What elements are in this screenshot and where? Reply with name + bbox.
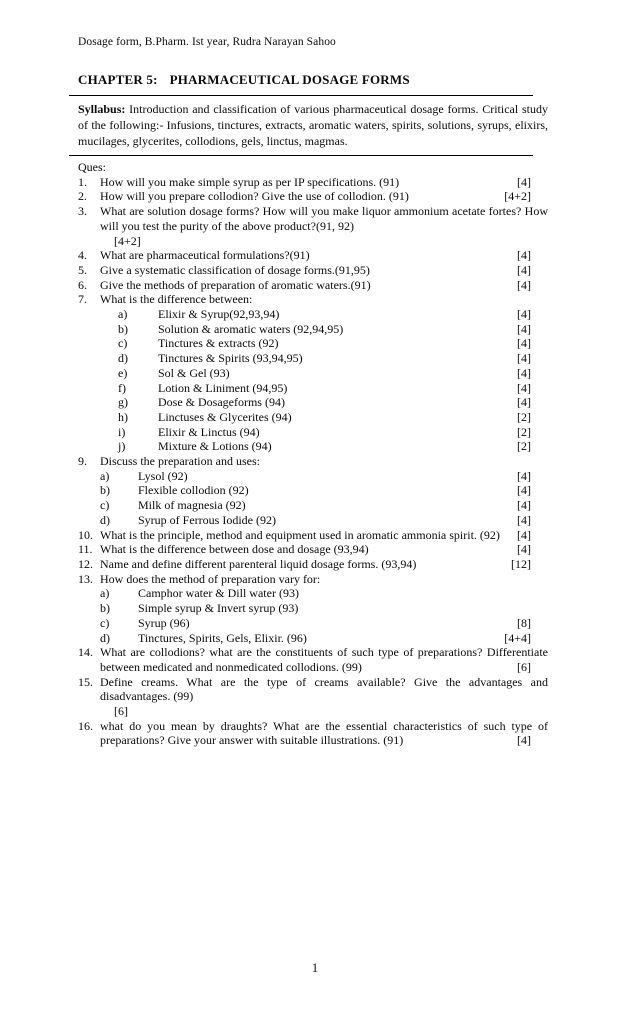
question-text: Define creams. What are the type of creams available? Give the advantages and disadvantages. (99) — [100, 674, 548, 704]
sub-item-text: Lysol (92) — [138, 468, 188, 483]
questions-label: Ques: — [78, 160, 106, 174]
sub-item-marks: [4] — [517, 321, 531, 336]
sub-item-text: Solution & aromatic waters (92,94,95) — [158, 321, 344, 336]
sub-item-text: Elixir & Linctus (94) — [158, 424, 260, 439]
sub-item-marks: [4] — [517, 307, 531, 322]
sub-item — [78, 351, 548, 366]
question-text: What are pharmaceutical formulations?(91) — [100, 248, 310, 263]
sub-item — [78, 498, 548, 513]
divider-line-top — [69, 95, 533, 96]
sub-item-marks: [4] — [517, 483, 531, 498]
chapter-title — [78, 72, 548, 88]
question-line — [78, 248, 548, 263]
syllabus-paragraph — [78, 101, 548, 149]
chapter-title-text: PHARMACEUTICAL DOSAGE FORMS — [169, 72, 410, 87]
sub-item-text: Syrup of Ferrous Iodide (92) — [138, 512, 276, 527]
question-number: 10. — [78, 527, 93, 542]
question-marks: [4] — [517, 174, 531, 189]
sub-item — [78, 336, 548, 351]
question-marks-below: [4+2] — [114, 233, 141, 248]
question-item — [78, 248, 548, 263]
question-line — [78, 528, 548, 543]
question-item — [78, 675, 548, 719]
sub-item-letter: b) — [100, 601, 110, 616]
question-line — [78, 204, 548, 233]
sub-item-marks: [4] — [517, 351, 531, 366]
question-text: How does the method of preparation vary for: — [100, 571, 321, 586]
question-line — [78, 175, 548, 190]
question-item — [78, 542, 548, 557]
question-line — [78, 557, 548, 572]
sub-item-marks: [2] — [517, 424, 531, 439]
sub-item — [78, 307, 548, 322]
sub-item-marks: [4] — [517, 365, 531, 380]
question-line — [78, 542, 548, 557]
sub-item-marks: [4] — [517, 512, 531, 527]
sub-item-text: Elixir & Syrup(92,93,94) — [158, 307, 280, 322]
sub-item-marks: [4] — [517, 380, 531, 395]
sub-item-marks: [4] — [517, 395, 531, 410]
sub-item-letter: c) — [100, 498, 110, 513]
sub-item — [78, 322, 548, 337]
sub-item-letter: b) — [100, 483, 110, 498]
sub-item-text: Tinctures & Spirits (93,94,95) — [158, 351, 303, 366]
question-marks: [4] — [517, 733, 531, 748]
sub-item-letter: f) — [118, 380, 126, 395]
sub-item-text: Tinctures & extracts (92) — [158, 336, 279, 351]
sub-item-text: Flexible collodion (92) — [138, 483, 249, 498]
sub-item-marks: [4] — [517, 336, 531, 351]
question-number: 11. — [78, 542, 93, 557]
sub-item — [78, 631, 548, 646]
chapter-title-prefix: CHAPTER 5: — [78, 72, 158, 87]
question-item — [78, 263, 548, 278]
question-text: What is the difference between: — [100, 292, 253, 307]
question-text: Give a systematic classification of dosage forms.(91,95) — [100, 262, 370, 277]
sub-item-text: Sol & Gel (93) — [158, 365, 230, 380]
sub-item — [78, 381, 548, 396]
question-line — [78, 278, 548, 293]
question-text: what do you mean by draughts? What are the essential characteristics of such type of preparations? Give your answer with suitable illustrations. (91) — [100, 718, 548, 748]
sub-item-marks: [2] — [517, 439, 531, 454]
sub-item-letter: h) — [118, 409, 128, 424]
sub-item-letter: e) — [118, 365, 128, 380]
question-number: 5. — [78, 262, 87, 277]
question-line — [78, 719, 548, 748]
sub-item-text: Camphor water & Dill water (93) — [138, 586, 299, 601]
question-item — [78, 204, 548, 248]
sub-item — [78, 586, 548, 601]
sub-item-text: Syrup (96) — [138, 615, 190, 630]
question-marks: [12] — [511, 556, 531, 571]
question-item — [78, 189, 548, 204]
question-number: 7. — [78, 292, 87, 307]
question-number: 16. — [78, 718, 93, 733]
sub-item-letter: j) — [118, 439, 126, 454]
question-text: Discuss the preparation and uses: — [100, 454, 260, 469]
question-text: What is the principle, method and equipment used in aromatic ammonia spirit. (92) — [100, 527, 500, 542]
question-text: How will you make simple syrup as per IP specifications. (91) — [100, 174, 400, 189]
question-number: 1. — [78, 174, 87, 189]
question-item — [78, 572, 548, 646]
question-line — [78, 572, 548, 587]
sub-item-letter: d) — [100, 630, 110, 645]
question-number: 6. — [78, 277, 87, 292]
sub-item-marks: [4+4] — [504, 630, 531, 645]
sub-item — [78, 483, 548, 498]
sub-item-letter: d) — [118, 351, 128, 366]
question-marks-below: [6] — [114, 704, 128, 719]
question-line — [78, 645, 548, 674]
question-line — [78, 189, 548, 204]
question-text: What are collodions? what are the constituents of such type of preparations? Differentiate between medicated and nonmedicated collodions. (99) — [100, 645, 548, 674]
question-marks: [4+2] — [504, 189, 531, 204]
page-content — [78, 0, 548, 748]
question-number: 2. — [78, 189, 87, 204]
question-marks: [4] — [517, 542, 531, 557]
question-item — [78, 175, 548, 190]
sub-item-letter: c) — [100, 615, 110, 630]
question-text: What is the difference between dose and dosage (93,94) — [100, 542, 369, 557]
questions-list — [78, 175, 548, 748]
question-text: How will you prepare collodion? Give the use of collodion. (91) — [100, 189, 409, 204]
question-item — [78, 719, 548, 748]
question-number: 9. — [78, 454, 87, 469]
question-marks: [4] — [517, 527, 531, 542]
question-text: Name and define different parenteral liquid dosage forms. (93,94) — [100, 556, 417, 571]
question-item — [78, 292, 548, 454]
sub-item-letter: a) — [118, 307, 128, 322]
question-text: Give the methods of preparation of aromatic waters.(91) — [100, 277, 371, 292]
question-number: 13. — [78, 571, 93, 586]
sub-item — [78, 469, 548, 484]
sub-item-text: Tinctures, Spirits, Gels, Elixir. (96) — [138, 630, 307, 645]
sub-item-text: Dose & Dosageforms (94) — [158, 395, 285, 410]
sub-item — [78, 601, 548, 616]
question-item — [78, 278, 548, 293]
question-line — [78, 454, 548, 469]
syllabus-text: Introduction and classification of various pharmaceutical dosage forms. Critical study of the following:- Infusions, tinctures, extracts, aromatic waters, spirits, solutions, syrups, elixirs, mucilages, glycerites, collodions, gels, linctus, magmas. — [78, 102, 548, 148]
question-marks: [4] — [517, 277, 531, 292]
sub-item-letter: d) — [100, 512, 110, 527]
sub-item — [78, 410, 548, 425]
sub-item-text: Linctuses & Glycerites (94) — [158, 409, 292, 424]
page-number: 1 — [311, 961, 319, 975]
question-number: 15. — [78, 674, 93, 689]
syllabus-label: Syllabus: — [78, 102, 126, 116]
question-number: 3. — [78, 204, 87, 219]
sub-item-text: Lotion & Liniment (94,95) — [158, 380, 288, 395]
sub-item-letter: g) — [118, 395, 128, 410]
sub-item — [78, 395, 548, 410]
sub-item-marks: [8] — [517, 615, 531, 630]
question-number: 12. — [78, 556, 93, 571]
sub-item-text: Simple syrup & Invert syrup (93) — [138, 601, 299, 616]
question-item — [78, 454, 548, 528]
sub-item — [78, 425, 548, 440]
sub-item — [78, 616, 548, 631]
sub-item-letter: c) — [118, 336, 128, 351]
sub-item — [78, 366, 548, 381]
sub-item-letter: a) — [100, 586, 110, 601]
divider-line-bottom — [69, 155, 533, 156]
question-marks: [6] — [517, 659, 531, 674]
sub-item-marks: [2] — [517, 409, 531, 424]
question-item — [78, 557, 548, 572]
sub-item — [78, 513, 548, 528]
question-line — [78, 263, 548, 278]
sub-item-marks: [4] — [517, 498, 531, 513]
sub-item-text: Milk of magnesia (92) — [138, 498, 246, 513]
document-header: Dosage form, B.Pharm. Ist year, Rudra Narayan Sahoo — [78, 36, 336, 48]
sub-item-marks: [4] — [517, 468, 531, 483]
sub-item-text: Mixture & Lotions (94) — [158, 439, 272, 454]
question-text: What are solution dosage forms? How will you make liquor ammonium acetate fortes? How will you test the purity of the above product?(91, 92) — [100, 204, 548, 233]
question-line — [78, 292, 548, 307]
sub-item — [78, 439, 548, 454]
sub-item-letter: i) — [118, 424, 126, 439]
question-line — [78, 675, 548, 704]
question-marks: [4] — [517, 262, 531, 277]
sub-item-letter: a) — [100, 468, 110, 483]
question-number: 4. — [78, 248, 87, 263]
question-item — [78, 528, 548, 543]
question-marks: [4] — [517, 248, 531, 263]
question-number: 14. — [78, 645, 93, 660]
question-item — [78, 645, 548, 674]
sub-item-letter: b) — [118, 321, 128, 336]
